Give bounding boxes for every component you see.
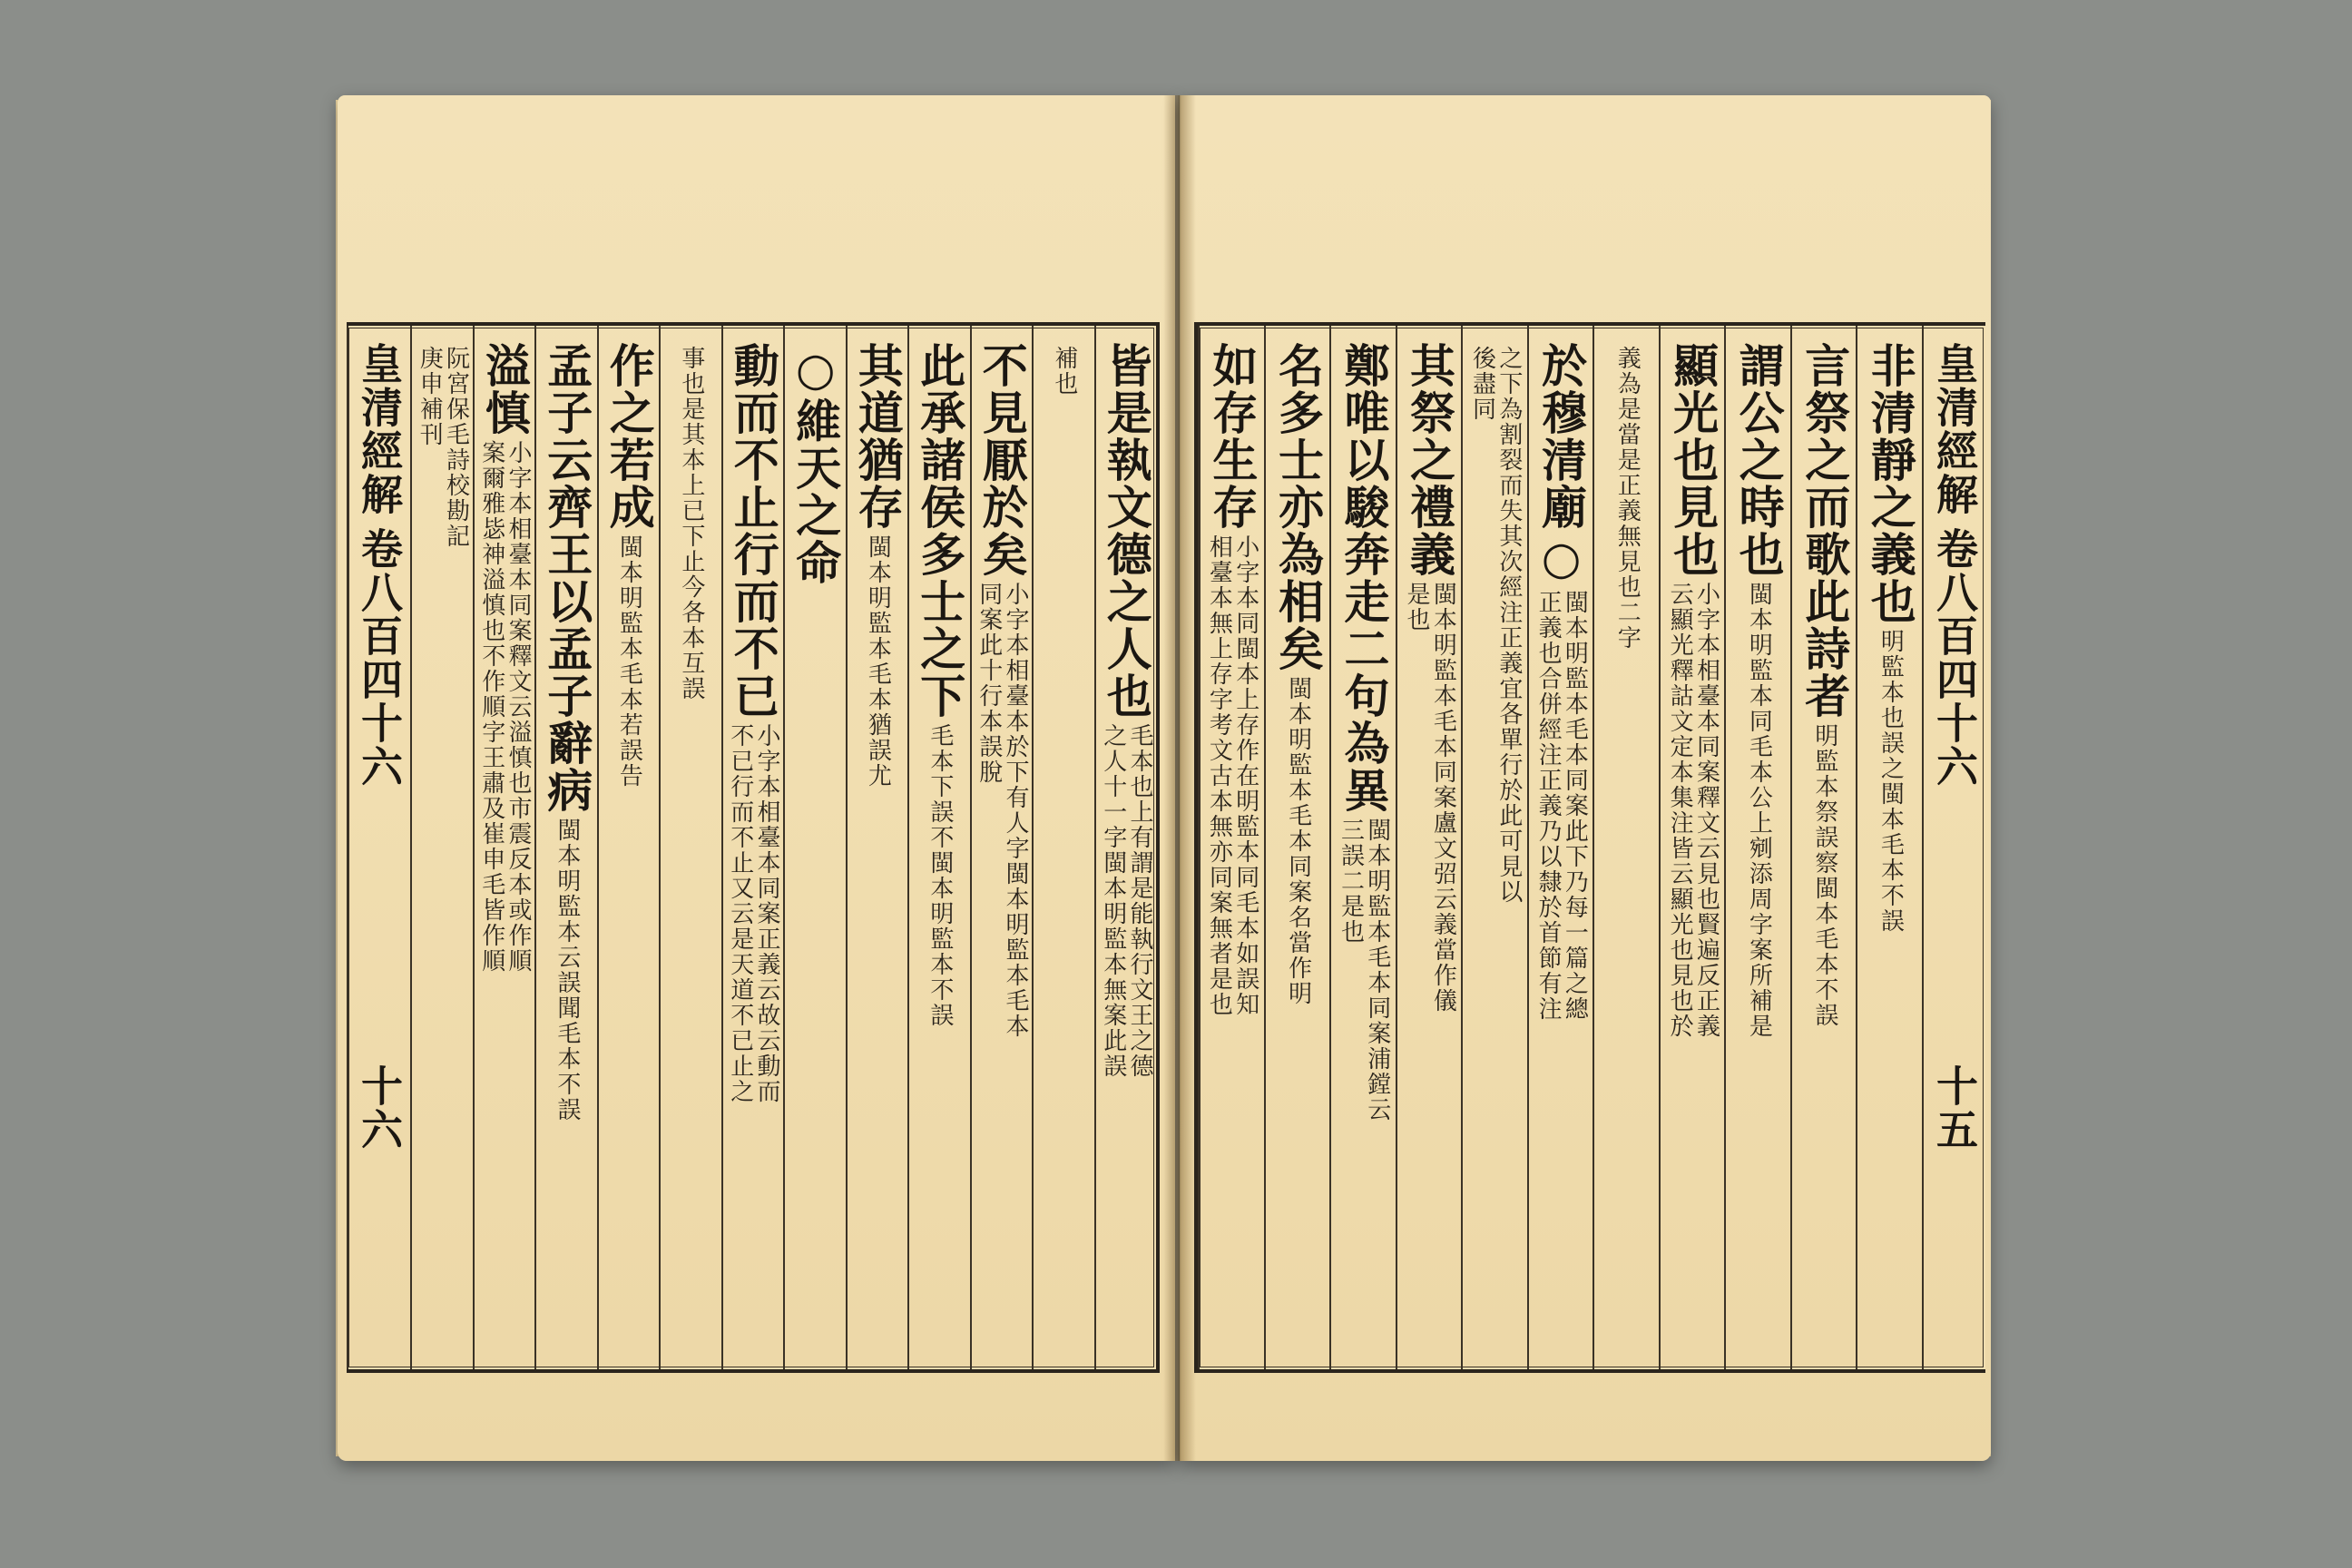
main-text: 其道猶存 — [850, 342, 905, 531]
text-column — [721, 326, 784, 1369]
commentary-note: 小字本相臺本同案正義云故云動而 — [753, 723, 781, 1104]
text-column — [1461, 326, 1527, 1369]
commentary-note: 案爾雅毖神溢慎也不作順字王肅及崔申毛皆作順 — [477, 440, 505, 974]
text-column — [659, 326, 721, 1369]
commentary-note: 小字本相臺本於下有人字閩本明監本毛本 — [1002, 582, 1030, 1039]
main-text: 謂公之時也 — [1731, 342, 1786, 578]
text-column — [1659, 326, 1725, 1369]
commentary-note: 之下為割裂而失其次經注正義宜各單行於此可見以 — [1494, 346, 1523, 905]
commentary-note: 閩本明監本同毛本公上剜添周字案所補是 — [1745, 582, 1773, 1039]
commentary-note: 後盡同 — [1468, 346, 1496, 422]
main-text: 此承諸侯多士之下 — [913, 342, 967, 720]
text-column — [846, 326, 908, 1369]
text-column — [410, 326, 473, 1369]
text-column — [1856, 326, 1922, 1369]
right_page-banxin — [1922, 326, 1985, 1369]
commentary-note: 三誤二是也 — [1337, 818, 1365, 945]
commentary-note: 毛本下誤不閩本明監本不誤 — [926, 723, 954, 1028]
commentary-note: 閩本明監本毛本同案盧文弨云義當作儀 — [1429, 582, 1457, 1014]
commentary-note: 事也是其本上已下止今各本互誤 — [677, 346, 705, 701]
main-text: ○維天之命 — [789, 342, 843, 586]
commentary-note: 閩本明監本毛本猶誤尤 — [864, 534, 892, 789]
left-text-frame — [347, 322, 1160, 1373]
main-text: 其祭之禮義 — [1403, 342, 1457, 578]
text-column — [1264, 326, 1330, 1369]
commentary-note: 是也 — [1403, 582, 1431, 632]
banxin-leaf-number: 十六 — [355, 1064, 404, 1152]
text-column — [597, 326, 660, 1369]
text-column — [1329, 326, 1396, 1369]
commentary-note: 阮宮保毛詩校勘記 — [442, 346, 470, 549]
commentary-note: 同案此十行本誤脫 — [975, 582, 1003, 785]
main-text: 鄭唯以駿奔走二句為異 — [1337, 342, 1391, 814]
main-text: 非清靜之義也 — [1863, 342, 1917, 625]
main-text: 名多士亦為相矣 — [1270, 342, 1325, 672]
main-text: 不見厭於矣 — [975, 342, 1029, 578]
commentary-note: 庚申補刊 — [416, 346, 444, 447]
commentary-note: 閩本明監本毛本同案此下乃每一篇之總 — [1561, 590, 1589, 1022]
main-text: 如存生存 — [1205, 342, 1259, 531]
left_page-banxin — [347, 326, 410, 1369]
right-text-frame — [1194, 322, 1985, 1373]
commentary-note: 小字本相臺本同案釋文云見也賢遍反正義 — [1692, 582, 1720, 1039]
commentary-note: 小字本相臺本同案釋文云溢慎也市震反本或作順 — [505, 440, 533, 974]
commentary-note: 不已行而不止又云是天道不已止之 — [726, 723, 754, 1104]
main-text: 動而不止行而不已 — [726, 342, 780, 720]
text-column — [1032, 326, 1094, 1369]
banxin-leaf-number: 十五 — [1930, 1064, 1979, 1152]
banxin-volume: 卷八百四十六 — [355, 527, 404, 789]
text-column — [1396, 326, 1462, 1369]
main-text: 言祭之而歌此詩者 — [1798, 342, 1852, 720]
main-text: 皆是執文德之人也 — [1099, 342, 1153, 720]
commentary-note: 閩本明監本毛本同案浦鏜云 — [1363, 818, 1391, 1122]
commentary-note: 小字本同閩本上存作在明監本同毛本如誤知 — [1231, 534, 1259, 1017]
text-column — [907, 326, 970, 1369]
commentary-note: 閩本明監本毛本同案名當作明 — [1284, 676, 1312, 1006]
banxin-title: 皇清經解 — [1930, 342, 1979, 516]
commentary-note: 正義也合併經注正義乃以隸於首節有注 — [1534, 590, 1563, 1022]
main-text: 孟子云齊王以孟子辭病 — [540, 342, 594, 814]
text-column — [1527, 326, 1593, 1369]
text-column — [1198, 326, 1264, 1369]
text-column — [1094, 326, 1157, 1369]
text-column — [1790, 326, 1857, 1369]
right-columns — [1198, 326, 1985, 1369]
text-column — [783, 326, 846, 1369]
commentary-note: 相臺本無上存字考文古本無亦同案無者是也 — [1205, 534, 1233, 1017]
left-columns — [347, 326, 1156, 1369]
commentary-note: 明監本祭誤察閩本毛本不誤 — [1810, 723, 1838, 1028]
banxin-title: 皇清經解 — [355, 342, 404, 516]
main-text: 作之若成 — [602, 342, 656, 531]
main-text: 於穆清廟○ — [1534, 342, 1589, 586]
commentary-note: 毛本也上有謂是能執行文王之德 — [1126, 723, 1154, 1079]
text-column — [1724, 326, 1790, 1369]
text-column — [534, 326, 597, 1369]
commentary-note: 閩本明監本云誤聞毛本不誤 — [553, 818, 581, 1122]
text-column — [970, 326, 1033, 1369]
main-text: 顯光也見也 — [1666, 342, 1720, 578]
main-text: 溢慎 — [477, 342, 532, 436]
commentary-note: 之人十一字閩本明監本無案此誤 — [1099, 723, 1127, 1079]
commentary-note: 云顯光釋詁文定本集注皆云顯光也見也於 — [1666, 582, 1694, 1039]
text-column — [473, 326, 535, 1369]
banxin-volume: 卷八百四十六 — [1930, 527, 1979, 789]
commentary-note: 明監本也誤之閩本毛本不誤 — [1877, 629, 1905, 934]
text-column — [1592, 326, 1659, 1369]
commentary-note: 義為是當是正義無見也二字 — [1613, 346, 1642, 651]
book-gutter — [1163, 95, 1196, 1461]
commentary-note: 閩本明監本毛本若誤告 — [615, 534, 643, 789]
commentary-note: 補也 — [1050, 346, 1078, 397]
